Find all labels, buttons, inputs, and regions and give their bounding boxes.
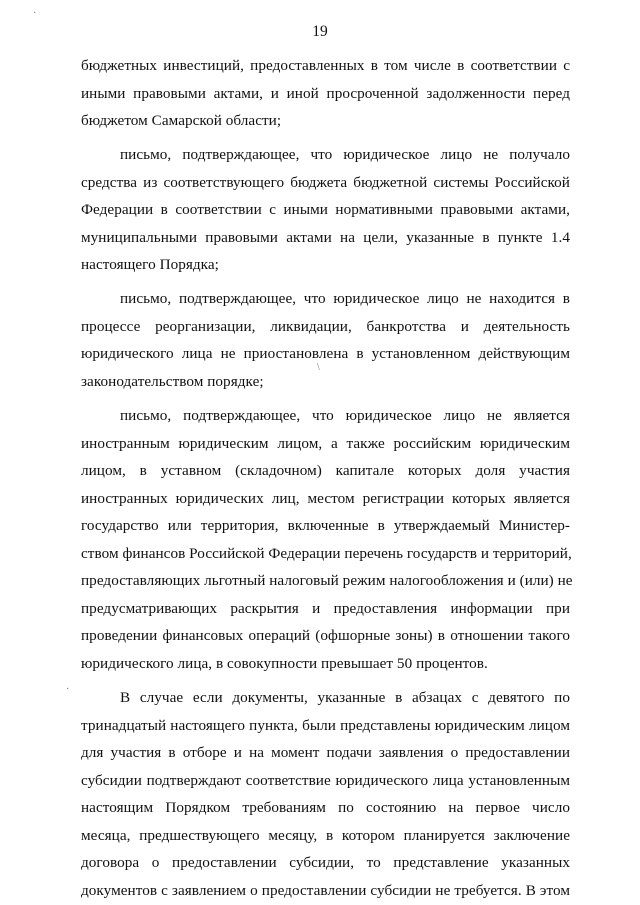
text-line: субсидии подтверждают соответствие юридического лица установленным xyxy=(81,771,570,789)
paragraph xyxy=(81,52,570,135)
paragraph xyxy=(81,684,570,904)
text-line: договора о предоставлении субсидии, то представление указанных xyxy=(81,854,570,872)
scan-mark: \ xyxy=(317,362,320,373)
scan-mark: · xyxy=(66,684,70,695)
text-line: юридического лица не приостановлена в установленном действующим xyxy=(81,345,570,363)
text-line: письмо, подтверждающее, что юридическое лицо не является xyxy=(120,407,570,425)
scan-mark: · xyxy=(33,8,37,19)
text-line: проведении финансовых операций (офшорные зоны) в отношении такого xyxy=(81,627,570,645)
text-line: государство или территория, включенные в утверждаемый Министер- xyxy=(81,517,570,535)
text-line: законодательством порядке; xyxy=(81,373,264,391)
page-number: 19 xyxy=(312,23,328,40)
text-line: предусматривающих раскрытия и предоставления информации при xyxy=(81,599,570,617)
text-line: предоставляющих льготный налоговый режим налогообложения и (или) не xyxy=(81,572,573,590)
text-line: лицом, в уставном (складочном) капитале которых доля участия xyxy=(81,462,570,480)
text-line: письмо, подтверждающее, что юридическое лицо не получало xyxy=(120,146,570,164)
document-body xyxy=(81,52,573,904)
paragraph xyxy=(81,141,570,279)
text-line: иными правовыми актами, и иной просроченной задолженности перед xyxy=(81,84,570,102)
text-line: Федерации в соответствии с иными нормативными правовыми актами, xyxy=(81,201,570,219)
text-line: бюджетом Самарской области; xyxy=(81,112,282,130)
text-line: средства из соответствующего бюджета бюджетной системы Российской xyxy=(81,173,570,191)
text-line: тринадцатый настоящего пункта, были представлены юридическим лицом xyxy=(81,716,570,734)
text-line: юридического лица, в совокупности превышает 50 процентов. xyxy=(81,654,488,672)
text-line: месяца, предшествующего месяцу, в котором планируется заключение xyxy=(81,826,570,844)
text-line: для участия в отборе и на момент подачи заявления о предоставлении xyxy=(81,744,570,762)
paragraph xyxy=(81,285,570,395)
text-line: ством финансов Российской Федерации перечень государств и территорий, xyxy=(81,544,572,562)
text-line: документов с заявлением о предоставлении субсидии не требуется. В этом xyxy=(81,881,570,899)
text-line: процессе реорганизации, ликвидации, банкротства и деятельность xyxy=(81,317,570,335)
text-line: иностранным юридическим лицом, а также российским юридическим xyxy=(81,434,570,452)
text-line: иностранных юридических лиц, местом регистрации которых является xyxy=(81,489,570,507)
text-line: бюджетных инвестиций, предоставленных в том числе в соответствии с xyxy=(81,57,570,74)
text-line: муниципальными правовыми актами на цели, указанные в пункте 1.4 xyxy=(81,228,570,246)
paragraph xyxy=(81,402,573,677)
text-line: настоящего Порядка; xyxy=(81,256,219,274)
text-line: письмо, подтверждающее, что юридическое лицо не находится в xyxy=(120,290,570,308)
text-line: настоящим Порядком требованиям по состоянию на первое число xyxy=(81,799,570,817)
text-line: В случае если документы, указанные в абзацах с девятого по xyxy=(120,689,570,707)
